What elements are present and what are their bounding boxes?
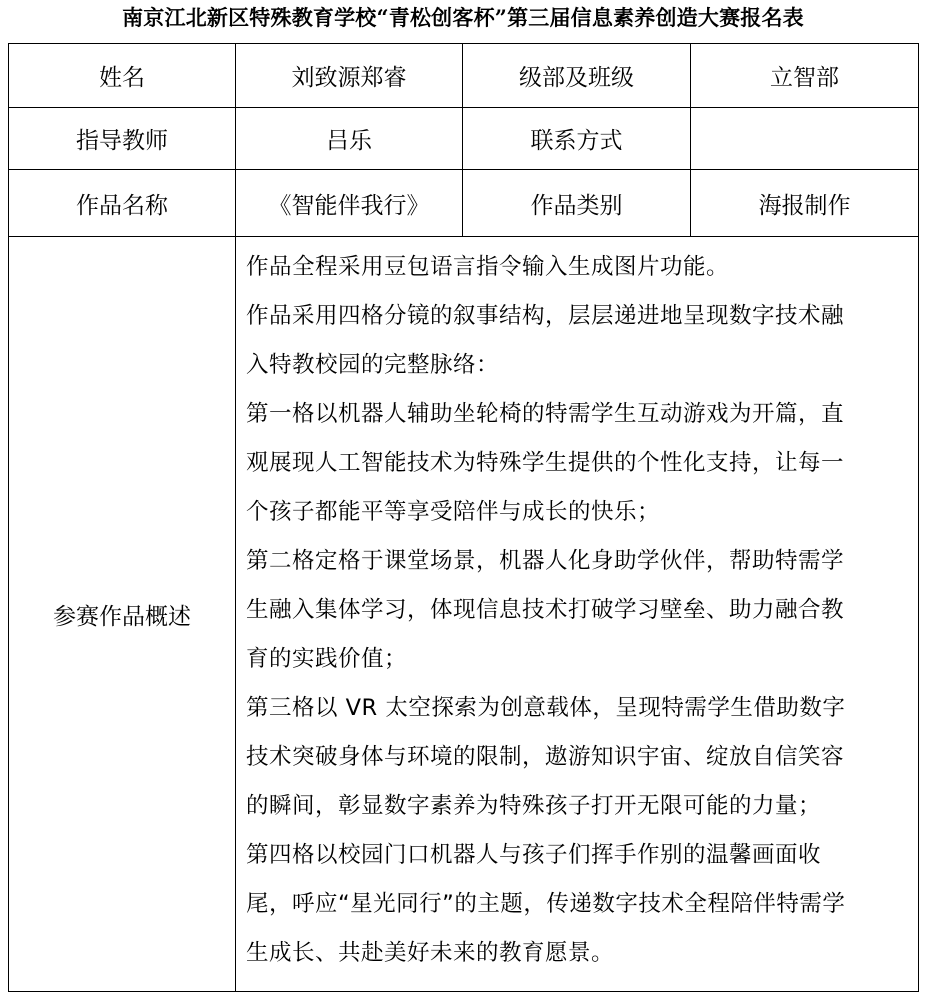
table-row — [9, 170, 919, 237]
overview-line: 技术突破身体与环境的限制，遨游知识宇宙、绽放自信笑容 — [246, 744, 845, 770]
teacher-label: 指导教师 — [9, 108, 236, 170]
table-row — [9, 237, 919, 992]
overview-line: 作品采用四格分镜的叙事结构，层层递进地呈现数字技术融 — [246, 303, 845, 329]
overview-text — [236, 237, 919, 992]
class-label: 级部及班级 — [463, 44, 691, 108]
work-name-label: 作品名称 — [9, 170, 236, 237]
overview-line: 生成长、共赴美好未来的教育愿景。 — [246, 940, 615, 966]
registration-form-table — [8, 43, 919, 992]
contact-label: 联系方式 — [463, 108, 691, 170]
teacher-value: 吕乐 — [236, 108, 463, 170]
overview-line: 作品全程采用豆包语言指令输入生成图片功能。 — [246, 254, 730, 280]
work-type-value: 海报制作 — [691, 170, 919, 237]
contact-value — [691, 108, 919, 170]
overview-label: 参赛作品概述 — [9, 237, 236, 992]
overview-line: 个孩子都能平等享受陪伴与成长的快乐； — [246, 499, 661, 525]
name-value: 刘致源郑睿 — [236, 44, 463, 108]
overview-line: 的瞬间，彰显数字素养为特殊孩子打开无限可能的力量； — [246, 793, 822, 819]
overview-line: 生融入集体学习，体现信息技术打破学习壁垒、助力融合教 — [246, 597, 845, 623]
table-row — [9, 108, 919, 170]
overview-line: 育的实践价值； — [246, 646, 408, 672]
class-value: 立智部 — [691, 44, 919, 108]
work-name-value: 《智能伴我行》 — [236, 170, 463, 237]
overview-line: 尾，呼应“星光同行”的主题，传递数字技术全程陪伴特需学 — [246, 891, 846, 917]
name-label: 姓名 — [9, 44, 236, 108]
overview-line: 入特教校园的完整脉络： — [246, 352, 500, 378]
overview-line: 第二格定格于课堂场景，机器人化身助学伙伴，帮助特需学 — [246, 548, 845, 574]
overview-line: 第一格以机器人辅助坐轮椅的特需学生互动游戏为开篇，直 — [246, 401, 845, 427]
form-title: 南京江北新区特殊教育学校“青松创客杯”第三届信息素养创造大赛报名表 — [122, 5, 804, 30]
overview-line: 第四格以校园门口机器人与孩子们挥手作别的温馨画面收 — [246, 842, 822, 868]
work-type-label: 作品类别 — [463, 170, 691, 237]
overview-line: 第三格以 VR 太空探索为创意载体，呈现特需学生借助数字 — [246, 695, 846, 721]
overview-line: 观展现人工智能技术为特殊学生提供的个性化支持，让每一 — [246, 450, 845, 476]
table-row — [9, 44, 919, 108]
